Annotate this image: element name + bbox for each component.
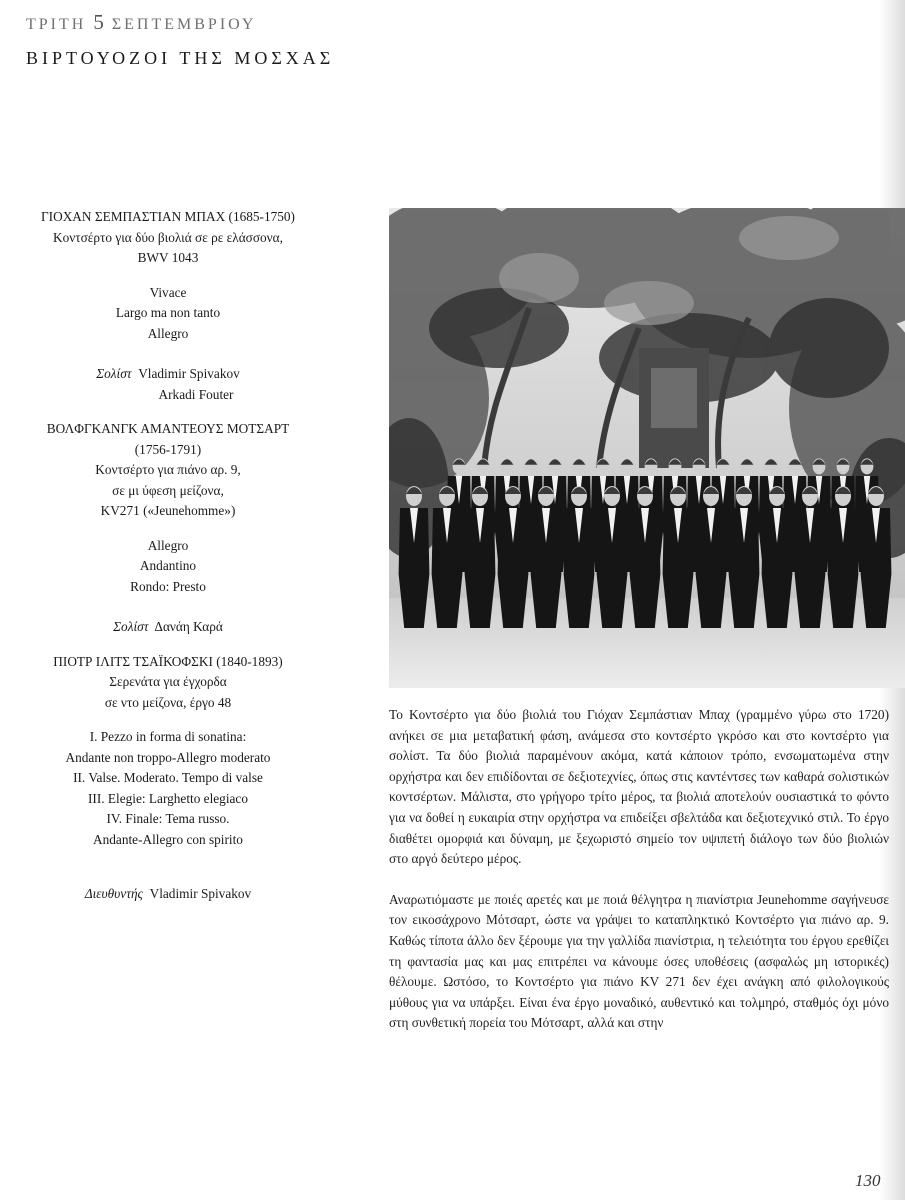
work-title: Κοντσέρτο για πιάνο αρ. 9, bbox=[95, 462, 241, 477]
composer-mozart: ΒΟΛΦΓΚΑΝΓΚ ΑΜΑΝΤΕΟΥΣ ΜΟΤΣΑΡΤ bbox=[46, 421, 290, 436]
page-title: ΒΙΡΤΟΥΟΖΟΙ ΤΗΣ ΜΟΣΧΑΣ bbox=[26, 48, 335, 68]
movement: III. Elegie: Larghetto elegiaco bbox=[88, 790, 248, 806]
composer-bach bbox=[22, 207, 314, 228]
soloist-label: Σολίστ bbox=[113, 619, 149, 634]
soloist-name: Vladimir Spivakov bbox=[138, 366, 240, 381]
work-title: Κοντσέρτο για δύο βιολιά σε ρε ελάσσονα, bbox=[53, 229, 283, 245]
work-key: σε ντο μείζονα, έργο 48 bbox=[104, 694, 232, 710]
work-catalog: BWV 1043 bbox=[137, 250, 199, 265]
movement: II. Valse. Moderato. Tempo di valse bbox=[73, 770, 263, 785]
work-catalog: KV271 («Jeunehomme») bbox=[100, 503, 236, 518]
composer-years: (1685-1750) bbox=[228, 209, 295, 224]
orchestra-photo bbox=[389, 208, 905, 688]
composer-tchaikovsky bbox=[22, 652, 314, 673]
movement: Vivace bbox=[149, 284, 187, 300]
article-paragraph: Το Κοντσέρτο για δύο βιολιά του Γιόχαν Σεμπάστιαν Μπαχ (γραμμένο γύρω στο 1720) ανήκει σε μια μεταβατική φάση, ανάμεσα στο κοντσέρτο γκρόσο και στο κοντσέρτο για σολίστ. Τα δύο βιολιά παραμένουν ακόμα, κατά κάποιον τρόπο, ενσωματωμένα στην ορχήστρα και δεν επιδίδονται σε δεξιοτεχνίες, όπως στις καντέντσες των καθαρά σολιστικών κοντσέρτων. Μάλιστα, στο γρήγορο τρίτο μέρος, τα βιολιά αποτελούν ουσιαστικά το φόντο για να δοθεί η ευκαιρία στην ορχήστρα να επιδείξει σβελτάδα και δεξιοτεχνικό στιλ. Το έργο διαθέτει ομορφιά και δύναμη, με ξεχωριστό σημείο τον υψιπετή διάλογο των δύο βιολιών στο αργό δεύτερο μέρος. bbox=[389, 707, 889, 867]
soloist-name-2: Arkadi Fouter bbox=[158, 386, 234, 402]
soloists-line bbox=[22, 364, 314, 385]
movement: Allegro bbox=[147, 537, 189, 553]
page-number: 130 bbox=[855, 1171, 881, 1190]
movement: I. Pezzo in forma di sonatina: bbox=[89, 729, 247, 744]
article-text bbox=[389, 705, 889, 1034]
composer-years: (1840-1893) bbox=[216, 653, 283, 669]
soloist-name: Δανάη Καρά bbox=[154, 619, 223, 634]
composer-name: ΓΙΟΧΑΝ ΣΕΜΠΑΣΤΙΑΝ ΜΠΑΧ bbox=[40, 209, 226, 224]
movement: Rondo: Presto bbox=[130, 578, 206, 594]
conductor-line bbox=[22, 884, 314, 905]
movement: IV. Finale: Tema russo. bbox=[106, 811, 230, 826]
soloist-label: Σολίστ bbox=[96, 366, 132, 381]
date-month: ΣΕΠΤΕΜΒΡΙΟΥ bbox=[111, 16, 257, 33]
date-day: ΤΡΙΤΗ bbox=[26, 16, 87, 33]
soloist-name bbox=[22, 385, 314, 406]
movement: Andantino bbox=[139, 558, 197, 573]
article-paragraph: Αναρωτιόμαστε με ποιές αρετές και με ποιά θέλγητρα η πιανίστρια Jeunehomme σαγήνευσε τον εικοσάχρονο Μότσαρτ, ώστε να γράψει το καταπληκτικό Κοντσέρτο για πιάνο αρ. 9. Καθώς τίποτα άλλο δεν ξέρουμε για την γαλλίδα πιανίστρια, η τελειότητα του έργου ερεθίζει τη φαντασία μας και μας επιτρέπει να κάνουμε όσες υποθέσεις (ασφαλώς μη ιστορικές) θέλουμε. Ωστόσο, το Κοντσέρτο για πιάνο KV 271 δεν έχει ανάγκη από φιλολογικούς μύθους για να υπάρξει. Είναι ένα έργο μοναδικό, αυθεντικό και τολμηρό, σταθμός όχι μόνο στη συνθετική πορεία του Μότσαρτ, αλλά και στην bbox=[389, 891, 889, 1031]
movement: Andante-Allegro con spirito bbox=[93, 831, 243, 847]
movement: Andante non troppo-Allegro moderato bbox=[65, 749, 271, 765]
work-key: σε μι ύφεση μείζονα, bbox=[112, 482, 224, 498]
conductor-label: Διευθυντής bbox=[84, 886, 143, 901]
date-header bbox=[26, 10, 256, 35]
composer-years: (1756-1791) bbox=[134, 441, 202, 457]
movement: Largo ma non tanto bbox=[115, 305, 221, 320]
date-number: 5 bbox=[93, 10, 105, 34]
conductor-name: Vladimir Spivakov bbox=[149, 886, 252, 901]
concert-program bbox=[22, 207, 314, 905]
work-title: Σερενάτα για έγχορδα bbox=[109, 674, 227, 689]
soloist-line bbox=[22, 617, 314, 638]
movement: Allegro bbox=[147, 325, 189, 341]
composer-name: ΠΙΟΤΡ ΙΛΙΤΣ ΤΣΑΪΚΟΦΣΚΙ bbox=[53, 653, 213, 669]
